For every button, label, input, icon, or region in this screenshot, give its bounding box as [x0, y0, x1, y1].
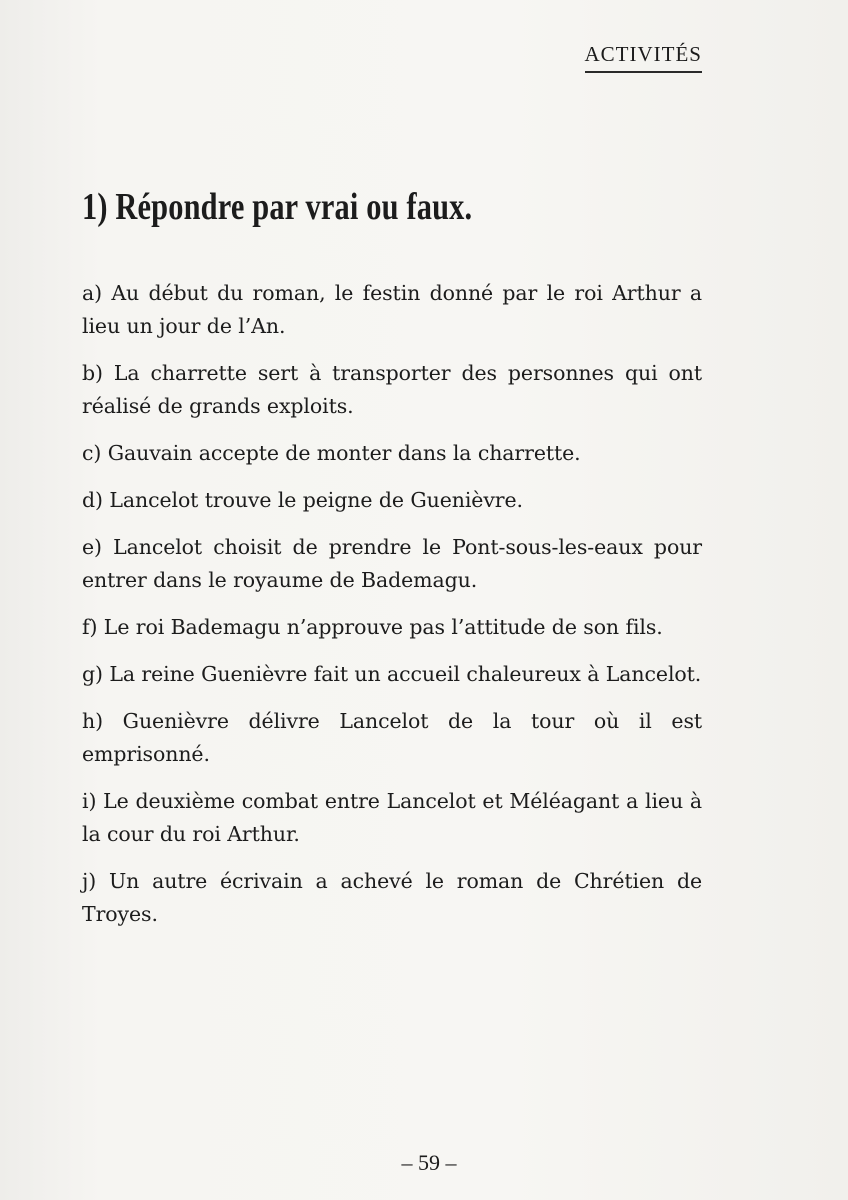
- question-a: a) Au début du roman, le festin donné par le roi Arthur a lieu un jour de l’An.: [82, 281, 702, 338]
- question-g: g) La reine Guenièvre fait un accueil chaleureux à Lancelot.: [82, 662, 702, 686]
- question-d: d) Lancelot trouve le peigne de Guenièvre.: [82, 488, 523, 512]
- exercise-title: 1) Répondre par vrai ou faux.: [82, 186, 473, 228]
- question-j: j) Un autre écrivain a achevé le roman de Chrétien de Troyes.: [82, 869, 702, 926]
- page-number: – 59 –: [401, 1150, 457, 1175]
- running-header: ACTIVITÉS: [585, 42, 703, 73]
- question-h: h) Guenièvre délivre Lancelot de la tour où il est emprisonné.: [82, 709, 702, 766]
- question-e: e) Lancelot choisit de prendre le Pont-sous-les-eaux pour entrer dans le royaume de Bademagu.: [82, 535, 702, 592]
- question-list: [82, 277, 702, 945]
- question-c: c) Gauvain accepte de monter dans la charrette.: [82, 441, 581, 465]
- question-i: i) Le deuxième combat entre Lancelot et Méléagant a lieu à la cour du roi Arthur.: [82, 789, 702, 846]
- question-f: f) Le roi Bademagu n’approuve pas l’attitude de son fils.: [82, 615, 663, 639]
- question-b: b) La charrette sert à transporter des personnes qui ont réalisé de grands exploits.: [82, 361, 702, 418]
